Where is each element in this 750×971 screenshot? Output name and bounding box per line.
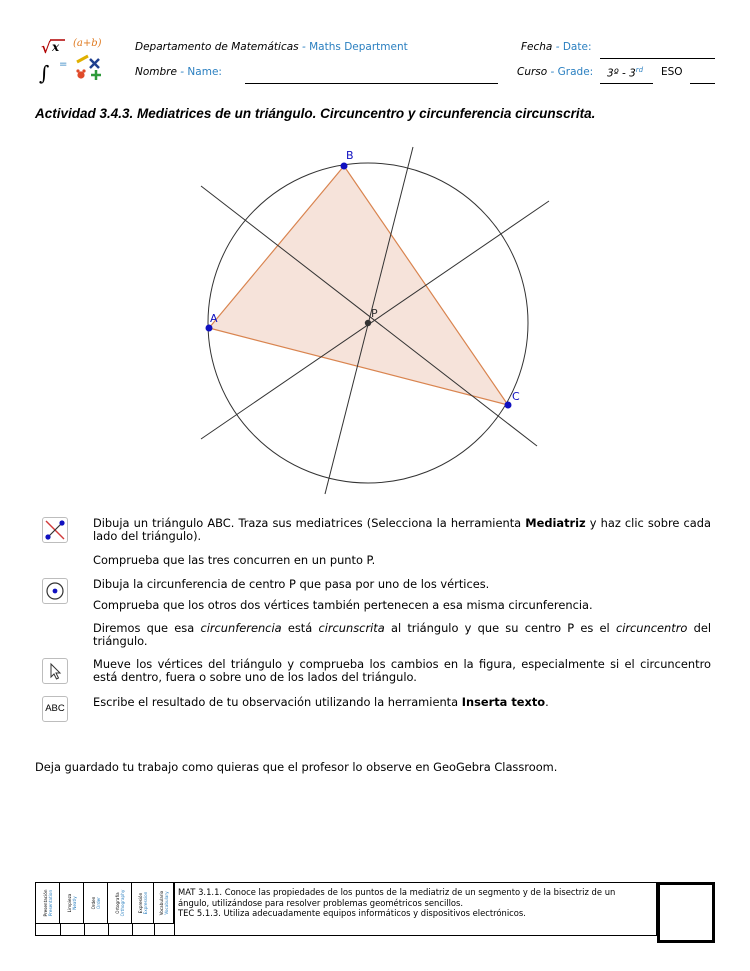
rubric-col-presentation: Presentación Presentation (36, 883, 60, 923)
date-line: Fecha - Date: (521, 41, 592, 53)
course-line: Curso - Grade: (517, 66, 594, 78)
svg-text:∫: ∫ (39, 61, 50, 84)
date-label-en: Date: (562, 41, 592, 53)
course-value: 3º - 3rd (607, 66, 644, 80)
instruction-3: Dibuja la circunferencia de centro P que pasa por uno de los vértices. (93, 577, 490, 591)
activity-title: Actividad 3.4.3. Mediatrices de un triángulo. Circuncentro y circunferencia circunscrita. (35, 106, 596, 121)
svg-text:x: x (52, 40, 60, 54)
rubric-col-orthography: Ortografía Orthography (108, 883, 132, 923)
rubric-table (35, 882, 657, 936)
course-level: ESO (661, 66, 683, 78)
instruction-4: Comprueba que los otros dos vértices también pertenecen a esa misma circunferencia. (93, 598, 593, 612)
name-line: Nombre - Name: (135, 66, 222, 78)
instruction-7: Escribe el resultado de tu observación utilizando la herramienta Inserta texto. (93, 695, 549, 709)
grade-box[interactable] (657, 882, 715, 943)
label-b: B (346, 149, 354, 162)
instruction-6: Mueve los vértices del triángulo y comprueba los cambios en la figura, especialmente si el circuncentro está dentro, fuera o sobre uno de los lados del triángulo. (93, 657, 711, 684)
standard-mat: MAT 3.1.1. Conoce las propiedades de los puntos de la mediatriz de un segmento y de la bisectriz de un ángulo, utilizándose para resolver problemas geométricos sencillos. (178, 887, 616, 908)
label-p: P (371, 307, 378, 320)
point-b[interactable] (341, 163, 348, 170)
rubric-col-vocabulary: Vocabulario Vocabulary (154, 883, 174, 923)
label-c: C (512, 390, 520, 403)
move-cursor-tool-icon[interactable] (42, 658, 68, 684)
circle-center-point-tool-icon[interactable] (42, 578, 68, 604)
name-label: Nombre (135, 66, 177, 78)
department-line: Departamento de Matemáticas - Maths Department (135, 41, 408, 53)
svg-text:=: = (59, 59, 68, 70)
name-label-en: Name: (187, 66, 222, 78)
rubric-col-neatly: Limpieza Neatly (60, 883, 84, 923)
learning-standards (178, 887, 648, 919)
date-label: Fecha (521, 41, 553, 53)
department-label: Departamento de Matemáticas (135, 41, 299, 53)
instruction-2: Comprueba que las tres concurren en un punto P. (93, 553, 376, 567)
point-c[interactable] (505, 402, 512, 409)
instruction-5: Diremos que esa circunferencia está circunscrita al triángulo y que su centro P es el circuncentro del triángulo. (93, 621, 711, 648)
insert-text-tool-label: ABC (45, 703, 65, 714)
rubric-col-order: Orden Order (84, 883, 108, 923)
insert-text-tool-icon[interactable] (42, 696, 68, 722)
svg-text:√: √ (41, 39, 51, 57)
rubric-col-expression: Expresión Expression (132, 883, 154, 923)
point-p[interactable] (365, 320, 371, 326)
triangle-abc[interactable] (209, 166, 508, 405)
save-work-note: Deja guardado tu trabajo como quieras que el profesor lo observe en GeoGebra Classroom. (35, 760, 558, 774)
course-label: Curso (517, 66, 548, 78)
course-label-en: Grade: (557, 66, 594, 78)
name-field[interactable] (245, 83, 498, 84)
logo-formula: (a+b) (73, 38, 102, 49)
department-label-en: Maths Department (309, 41, 408, 53)
perpendicular-bisector-tool-icon[interactable] (42, 517, 68, 543)
date-field[interactable] (600, 58, 715, 59)
instruction-1: Dibuja un triángulo ABC. Traza sus mediatrices (Selecciona la herramienta Mediatriz y haz clic sobre cada lado del triángulo). (93, 516, 711, 543)
department-logo (35, 36, 107, 84)
point-a[interactable] (206, 325, 213, 332)
circumcircle-figure (180, 135, 570, 505)
label-a: A (210, 312, 218, 325)
standard-tec: TEC 5.1.3. Utiliza adecuadamente equipos informáticos y dispositivos electrónicos. (178, 908, 526, 919)
